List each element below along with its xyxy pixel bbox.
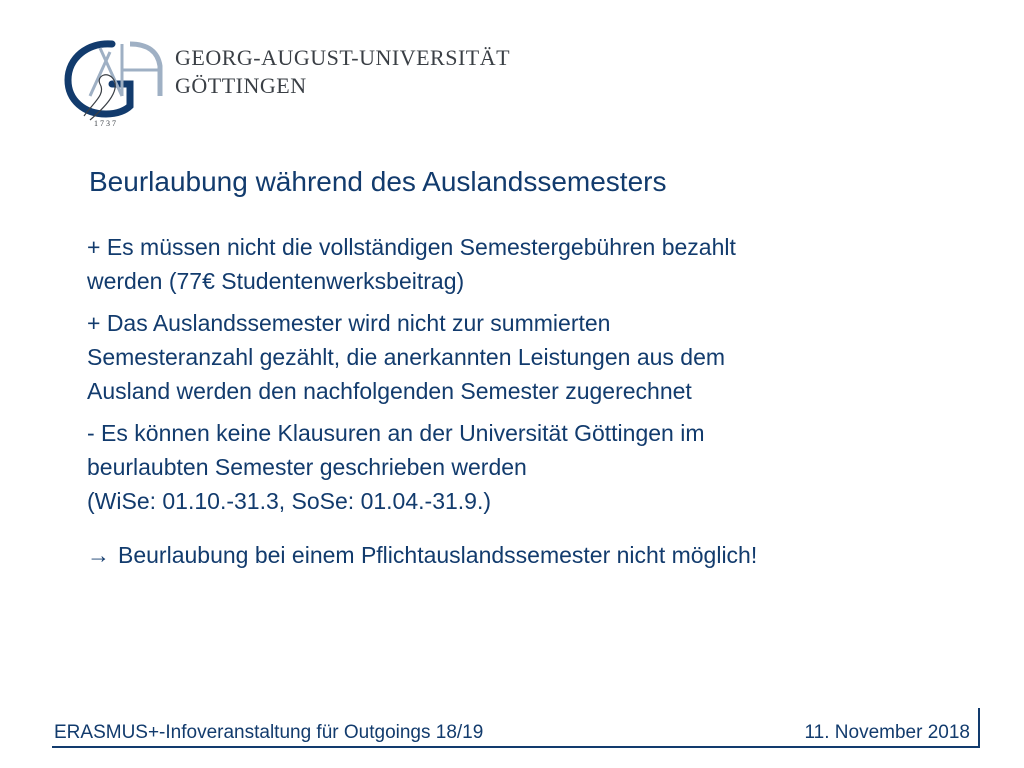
university-name-line1: GEORG-AUGUST-UNIVERSITÄT bbox=[175, 45, 511, 70]
point-2-line2: Semesteranzahl gezählt, die anerkannten Leistungen aus dem bbox=[87, 344, 726, 370]
university-seal-logo bbox=[60, 36, 170, 128]
point-3-line3: (WiSe: 01.10.-31.3, SoSe: 01.04.-31.9.) bbox=[87, 488, 492, 514]
point-2 bbox=[87, 306, 967, 408]
conclusion-text: Beurlaubung bei einem Pflichtauslandssemester nicht möglich! bbox=[118, 542, 758, 568]
arrow-right-icon: → bbox=[87, 542, 110, 568]
university-name bbox=[175, 44, 510, 100]
conclusion bbox=[87, 538, 967, 572]
point-2-line3: Ausland werden den nachfolgenden Semester zugerechnet bbox=[87, 378, 692, 404]
point-3-line1: - Es können keine Klausuren an der Universität Göttingen im bbox=[87, 420, 705, 446]
point-1-line1: + Es müssen nicht die vollständigen Semestergebühren bezahlt bbox=[87, 234, 736, 260]
footer-corner-divider bbox=[978, 708, 980, 748]
footer-date: 11. November 2018 bbox=[804, 722, 970, 743]
point-1 bbox=[87, 230, 967, 298]
footer-event-title: ERASMUS+-Infoveranstaltung für Outgoings 18/19 bbox=[54, 722, 484, 743]
footer-divider bbox=[52, 746, 980, 748]
point-2-line1: + Das Auslandssemester wird nicht zur summierten bbox=[87, 310, 611, 336]
point-3-line2: beurlaubten Semester geschrieben werden bbox=[87, 454, 527, 480]
point-1-line2: werden (77€ Studentenwerksbeitrag) bbox=[87, 268, 465, 294]
point-3 bbox=[87, 416, 967, 518]
slide-body bbox=[87, 230, 967, 580]
logo-year: 1 7 3 7 bbox=[94, 119, 116, 128]
university-name-line2: GÖTTINGEN bbox=[175, 73, 307, 98]
slide-title: Beurlaubung während des Auslandssemesters bbox=[89, 166, 667, 197]
